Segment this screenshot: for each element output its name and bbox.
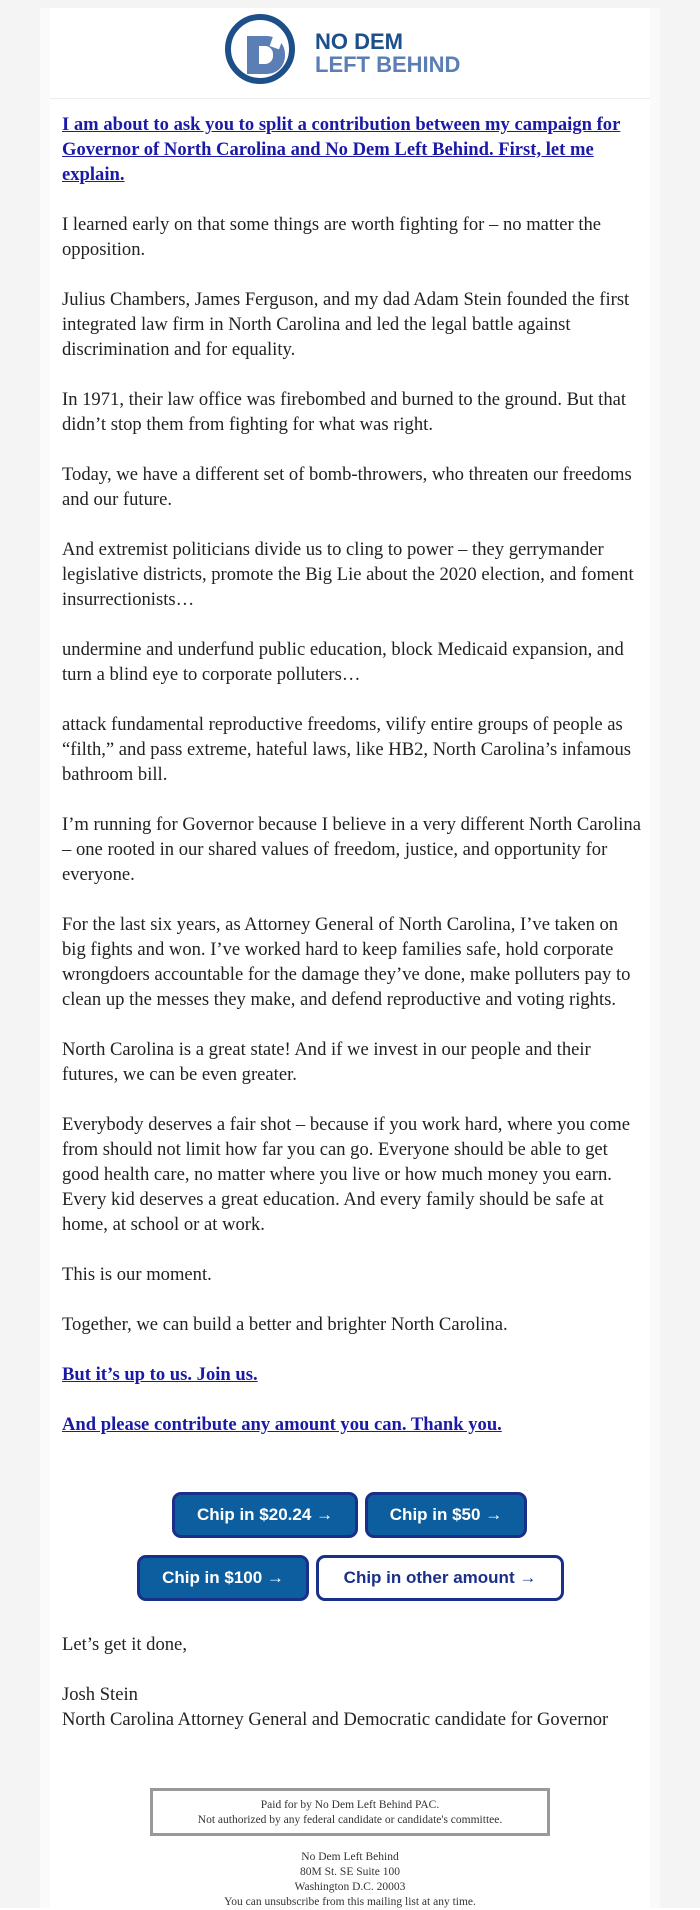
paragraph: For the last six years, as Attorney General of North Carolina, I’ve taken on big fights and won. I’ve worked hard to keep families safe, hold corporate wrongdoers accountable for the damage they’ve done, make polluters pay to clean up the messes they make, and defend reproductive and voting rights.	[62, 914, 631, 1010]
disclaimer-box	[150, 1788, 550, 1836]
chip-in-50-button[interactable]: Chip in $50 →	[365, 1492, 527, 1538]
signer-name: Josh Stein	[62, 1684, 138, 1705]
paragraph: This is our moment.	[62, 1264, 212, 1285]
footer-city: Washington D.C. 20003	[294, 1881, 406, 1893]
paragraph: I learned early on that some things are worth fighting for – no matter the opposition.	[62, 214, 602, 260]
not-authorized-text: Not authorized by any federal candidate or candidate's committee.	[197, 1814, 503, 1826]
join-us-link[interactable]: But it’s up to us. Join us.	[62, 1364, 258, 1385]
signoff	[62, 1632, 642, 1732]
paragraph: I’m running for Governor because I believe in a very different North Carolina – one rooted in our shared values of freedom, justice, and opportunity for everyone.	[62, 814, 641, 885]
footer-address	[50, 1850, 650, 1910]
signer-title: North Carolina Attorney General and Democratic candidate for Governor	[62, 1709, 609, 1730]
paragraph: attack fundamental reproductive freedoms, vilify entire groups of people as “filth,” and pass extreme, hateful laws, like HB2, North Carolina’s infamous bathroom bill.	[62, 714, 632, 785]
logo-wordmark	[315, 30, 460, 76]
footer-street: 80M St. SE Suite 100	[299, 1866, 400, 1878]
paragraph: In 1971, their law office was firebombed and burned to the ground. But that didn’t stop them from fighting for what was right.	[62, 389, 627, 435]
unsubscribe-text[interactable]: You can unsubscribe from this mailing list at any time.	[224, 1896, 476, 1908]
brand-logo[interactable]	[225, 14, 485, 96]
chip-in-100-button[interactable]: Chip in $100 →	[137, 1555, 309, 1601]
logo-line-1: NO DEM	[315, 29, 403, 54]
contribute-link[interactable]: And please contribute any amount you can. Thank you.	[62, 1414, 502, 1435]
logo-line-2: LEFT BEHIND	[315, 52, 461, 77]
paragraph: Everybody deserves a fair shot – because if you work hard, where you come from should not limit how far you can go. Everyone should be able to get good health care, no matter where you live or how much money you earn. Every kid deserves a great education. And every family should be safe at home, at school or at work.	[62, 1114, 630, 1235]
logo-d-counter	[259, 46, 273, 64]
paid-for-text: Paid for by No Dem Left Behind PAC.	[260, 1799, 440, 1811]
paragraph: And extremist politicians divide us to cling to power – they gerrymander legislative districts, promote the Big Lie about the 2020 election, and foment insurrectionists…	[62, 539, 634, 610]
intro-link[interactable]: I am about to ask you to split a contribution between my campaign for Governor of North Carolina and No Dem Left Behind. First, let me explain.	[62, 114, 621, 185]
chip-in-2024-button[interactable]: Chip in $20.24 →	[172, 1492, 358, 1538]
paragraph: North Carolina is a great state! And if we invest in our people and their futures, we can be even greater.	[62, 1039, 591, 1085]
footer-org: No Dem Left Behind	[301, 1851, 399, 1863]
no-dem-left-behind-logo-icon	[225, 14, 295, 84]
chip-in-other-amount-button[interactable]: Chip in other amount →	[316, 1555, 564, 1601]
paragraph: Together, we can build a better and brighter North Carolina.	[62, 1314, 508, 1335]
closing-line: Let’s get it done,	[62, 1634, 187, 1655]
paragraph: undermine and underfund public education, block Medicaid expansion, and turn a blind eye to corporate polluters…	[62, 639, 624, 685]
email-header	[50, 8, 650, 99]
paragraph: Today, we have a different set of bomb-throwers, who threaten our freedoms and our future.	[62, 464, 632, 510]
email-body	[50, 8, 650, 1908]
paragraph: Julius Chambers, James Ferguson, and my dad Adam Stein founded the first integrated law firm in North Carolina and led the legal battle against discrimination and for equality.	[62, 289, 630, 360]
email-content	[62, 112, 642, 1462]
